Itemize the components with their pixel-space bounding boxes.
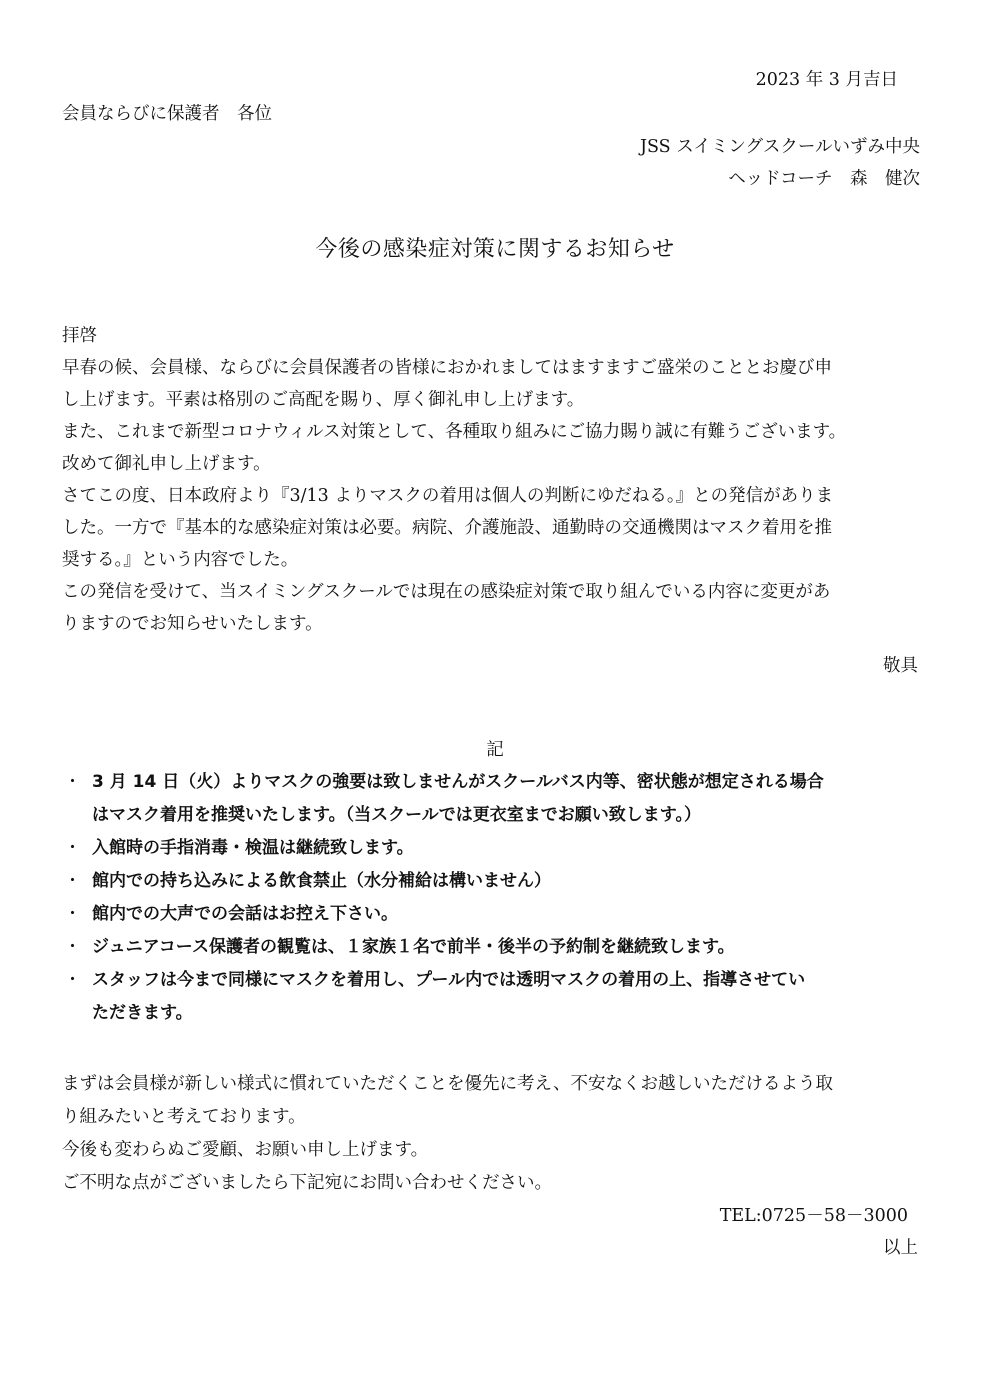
body-paragraphs [62, 352, 920, 640]
bullet-icon: ・ [64, 937, 81, 957]
recipients: 会員ならびに保護者 各位 [62, 104, 272, 124]
closing-word: 敬具 [883, 656, 918, 676]
list-item [62, 898, 932, 931]
list-item [62, 865, 932, 898]
body-line: 奨する。』という内容でした。 [62, 550, 299, 570]
opening-salutation: 拝啓 [62, 326, 97, 346]
list-item-text: 館内での持ち込みによる飲食禁止（水分補給は構いません） [92, 871, 551, 891]
document-date: 2023 年 3 月吉日 [755, 70, 898, 90]
contact-phone: TEL:0725－58－3000 [719, 1206, 908, 1226]
bullet-icon: ・ [64, 772, 81, 792]
list-item-text: 入館時の手指消毒・検温は継続致します。 [92, 838, 414, 858]
body-line: さてこの度、日本政府より『3/13 よりマスクの着用は個人の判断にゆだねる。』との発信がありま [62, 486, 834, 506]
body-line: りますのでお知らせいたします。 [62, 614, 323, 634]
list-item-text: ただきます。 [92, 1003, 193, 1023]
body-line: し上げます。平素は格別のご高配を賜り、厚く御礼申し上げます。 [62, 390, 585, 410]
sender-name: ヘッドコーチ 森 健次 [728, 169, 920, 189]
document-title: 今後の感染症対策に関するお知らせ [315, 237, 675, 262]
list-item-text: はマスク着用を推奨いたします。（当スクールでは更衣室までお願い致します。） [92, 805, 701, 825]
bullet-icon: ・ [64, 970, 81, 990]
body-line: この発信を受けて、当スイミングスクールでは現在の感染症対策で取り組んでいる内容に変更があ [62, 582, 831, 602]
end-mark: 以上 [883, 1238, 918, 1258]
list-item [62, 832, 932, 865]
bullet-icon: ・ [64, 904, 81, 924]
list-item [62, 931, 932, 964]
closing-line: 今後も変わらぬご愛顧、お願い申し上げます。 [62, 1140, 429, 1160]
list-item-text: ジュニアコース保護者の観覧は、１家族１名で前半・後半の予約制を継続致します。 [92, 937, 735, 957]
body-line: また、これまで新型コロナウィルス対策として、各種取り組みにご協力賜り誠に有難うございます。 [62, 422, 847, 442]
closing-line: まずは会員様が新しい様式に慣れていただくことを優先に考え、不安なくお越しいただけるよう取 [62, 1074, 834, 1094]
closing-line: ご不明な点がございましたら下記宛にお問い合わせください。 [62, 1173, 552, 1193]
list-item [62, 766, 932, 832]
bullet-icon: ・ [64, 871, 81, 891]
closing-line: り組みたいと考えております。 [62, 1107, 306, 1127]
body-line: 早春の候、会員様、ならびに会員保護者の皆様におかれましてはますますご盛栄のこととお慶び申 [62, 358, 832, 378]
closing-paragraphs [62, 1068, 922, 1200]
body-line: した。一方で『基本的な感染症対策は必要。病院、介護施設、通勤時の交通機関はマスク着用を推 [62, 518, 832, 538]
notes-heading: 記 [486, 740, 504, 760]
list-item-text: スタッフは今まで同様にマスクを着用し、プール内では透明マスクの着用の上、指導させてい [92, 970, 806, 990]
sender-organization: JSS スイミングスクールいずみ中央 [639, 137, 920, 157]
list-item [62, 964, 932, 1030]
body-line: 改めて御礼申し上げます。 [62, 454, 271, 474]
bullet-icon: ・ [64, 838, 81, 858]
list-item-text: 3 月 14 日（火）よりマスクの強要は致しませんがスクールバス内等、密状態が想定される場合 [92, 772, 824, 792]
list-item-text: 館内での大声での会話はお控え下さい。 [92, 904, 398, 924]
notice-items-list [62, 766, 932, 1030]
